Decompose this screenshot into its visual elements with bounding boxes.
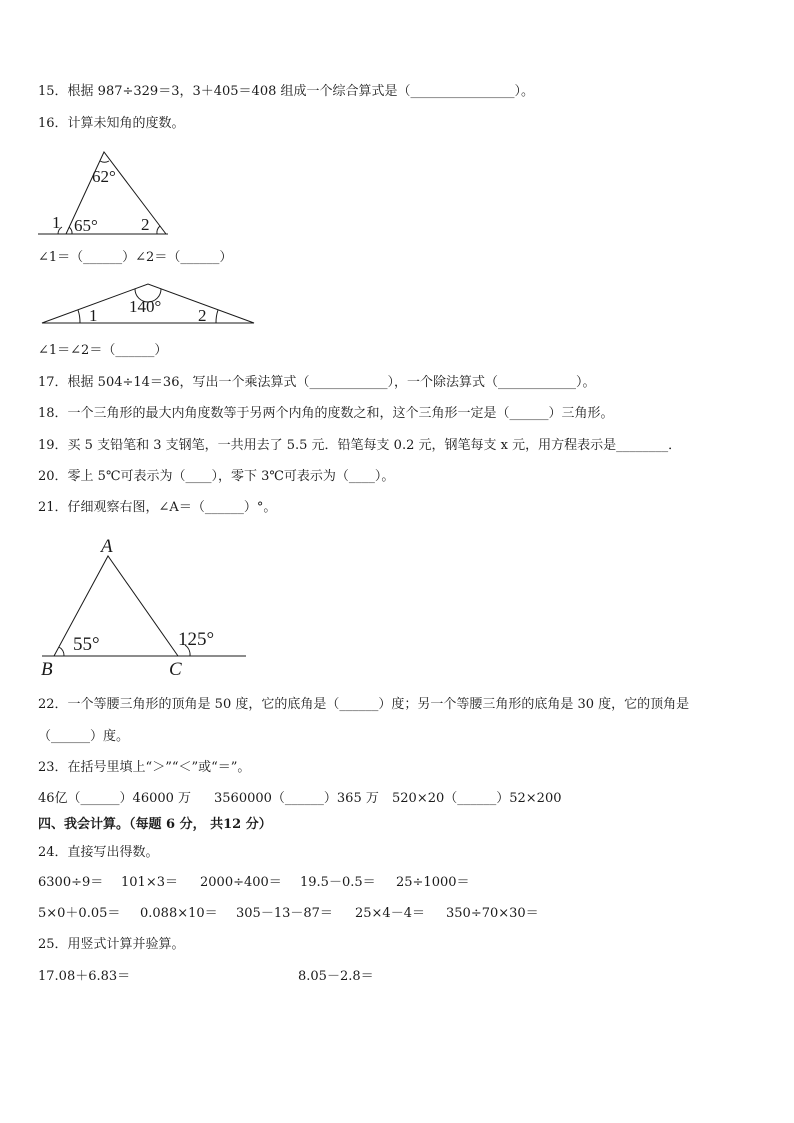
question-16-answer-1: ∠1＝（______）∠2＝（______） — [38, 250, 233, 265]
angle-label-125: 125° — [178, 629, 215, 650]
calc-item: 6300÷9＝ — [38, 875, 104, 890]
question-24-title: 24．直接写出得数。 — [38, 845, 159, 860]
angle-label-2b: 2 — [198, 306, 207, 325]
angle-label-140: 140° — [129, 297, 162, 316]
vertical-calc-item: 17.08＋6.83＝ — [38, 969, 131, 984]
calc-item: 25×4－4＝ — [355, 906, 425, 921]
triangle-figure-abc — [38, 534, 250, 682]
question-19: 19．买 5 支铅笔和 3 支钢笔，一共用去了 5.5 元．铅笔每支 0.2 元，钢笔每支 x 元，用方程表示是________． — [38, 438, 682, 453]
calc-item: 350÷70×30＝ — [446, 906, 539, 921]
angle-label-1b: 1 — [89, 306, 98, 325]
question-22-line-1: 22．一个等腰三角形的顶角是 50 度，它的底角是（______）度；另一个等腰三角形的底角是 30 度，它的顶角是 — [38, 697, 690, 712]
triangle-figure-2 — [38, 280, 258, 328]
calc-item: 5×0＋0.05＝ — [38, 906, 121, 921]
triangle-figure-1 — [36, 148, 176, 238]
compare-item-3: 520×20（______）52×200 — [392, 791, 562, 806]
vertical-calc-item: 8.05－2.8＝ — [298, 969, 374, 984]
calc-item: 101×3＝ — [121, 875, 178, 890]
vertex-label-a: A — [101, 536, 113, 557]
question-17: 17．根据 504÷14＝36，写出一个乘法算式（____________），一个除法算式（____________）。 — [38, 375, 596, 390]
question-15: 15．根据 987÷329＝3，3＋405＝408 组成一个综合算式是（________________）。 — [38, 84, 534, 99]
question-21: 21．仔细观察右图，∠A＝（______）°。 — [38, 500, 277, 515]
question-23-title: 23．在括号里填上“＞”“＜”或“＝”。 — [38, 760, 251, 775]
question-16-title: 16．计算未知角的度数。 — [38, 116, 185, 131]
section-4-heading: 四、我会计算。（每题 6 分， 共12 分） — [38, 817, 272, 832]
calc-item: 305－13－87＝ — [236, 906, 333, 921]
compare-item-2: 3560000（______）365 万 — [214, 791, 379, 806]
question-22-line-2: （______）度。 — [38, 729, 130, 744]
angle-label-2: 2 — [141, 215, 150, 234]
question-25-title: 25．用竖式计算并验算。 — [38, 937, 185, 952]
vertex-label-c: C — [169, 659, 182, 680]
calc-item: 0.088×10＝ — [140, 906, 218, 921]
vertex-label-b: B — [41, 659, 53, 680]
angle-label-65: 65° — [74, 216, 98, 235]
question-20: 20．零上 5℃可表示为（____），零下 3℃可表示为（____）。 — [38, 469, 395, 484]
question-16-answer-2: ∠1＝∠2＝（______） — [38, 343, 168, 358]
angle-label-55: 55° — [73, 634, 100, 655]
compare-item-1: 46亿（______）46000 万 — [38, 791, 192, 806]
question-18: 18．一个三角形的最大内角度数等于另两个内角的度数之和，这个三角形一定是（______）三角形。 — [38, 406, 614, 421]
angle-label-1: 1 — [52, 213, 61, 232]
calc-item: 19.5－0.5＝ — [300, 875, 376, 890]
calc-item: 2000÷400＝ — [200, 875, 282, 890]
calc-item: 25÷1000＝ — [396, 875, 470, 890]
angle-label-62: 62° — [92, 167, 116, 186]
